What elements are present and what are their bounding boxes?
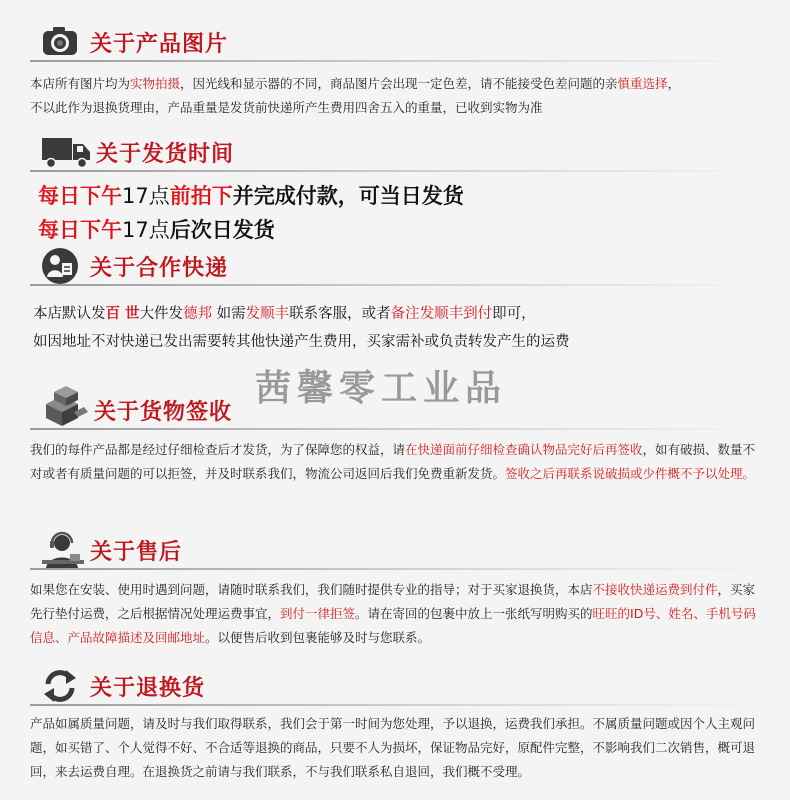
- text: 17点: [122, 184, 170, 208]
- photos-title: 关于产品图片: [90, 32, 229, 57]
- text: 。以便售后收到包裹能够及时与您联系。: [205, 630, 431, 645]
- shipping-title: 关于发货时间: [96, 142, 235, 167]
- text: 如需: [212, 306, 246, 322]
- highlight: 在快递面前仔细检查确认物品完好后再签收: [405, 442, 643, 457]
- refresh-arrows-icon: [40, 666, 80, 706]
- courier-line-1: [33, 302, 536, 323]
- shipping-line-2: [38, 214, 275, 244]
- text: 大件发: [139, 306, 184, 322]
- courier-title: 关于合作快递: [90, 256, 229, 281]
- aftersales-header: [30, 530, 760, 570]
- text: 本店默认发: [33, 306, 106, 322]
- text: 即可，: [492, 306, 536, 322]
- text: 我们的每件产品都是经过仔细检查后才发货，为了保障您的权益，请: [30, 442, 406, 457]
- highlight: 百 世: [105, 305, 140, 322]
- returns-text: 产品如属质量问题，请及时与我们取得联系，我们会于第一时间为您处理，予以退换，运费我们承担。不属质量问题或因个人主观问题，如买错了、个人觉得不好、不合适等退换的商品，只要不人为损坏，保证物品完好，原配件完整，不影响我们二次销售，概可退回，来去运费自理。在退换货之前请与我们联系，不与我们联系私自退回，我们概不受理。: [30, 716, 756, 779]
- courier-person-icon: [40, 246, 80, 286]
- divider: [30, 170, 760, 172]
- returns-header: [30, 666, 760, 706]
- text: 并完成付款，可当日发货: [232, 184, 464, 208]
- divider: [30, 284, 760, 286]
- text: 每日下午: [38, 184, 122, 208]
- highlight: 备注发顺丰到付: [390, 306, 493, 322]
- receiving-title: 关于货物签收: [94, 400, 233, 425]
- text: 本店所有图片均为: [30, 76, 131, 91]
- text: 如果您在安装、使用时遇到问题，请随时联系我们，我们随时提供专业的指导；对于买家退换货，本店: [30, 582, 593, 597]
- highlight: 发顺丰: [245, 306, 290, 322]
- text: 。请在寄回的包裹中放上一张纸写明购买的: [355, 606, 593, 621]
- photos-line-2: 不以此作为退换货理由，产品重量是发货前快递所产生费用四舍五入的重量，已收到实物为准: [30, 100, 543, 115]
- aftersales-title: 关于售后: [90, 540, 183, 565]
- divider: [30, 60, 760, 62]
- divider: [30, 568, 760, 570]
- receiving-text: [30, 438, 762, 486]
- truck-icon: [40, 132, 92, 172]
- highlight: 不接收快递运费到付件: [592, 582, 718, 597]
- boxes-icon: [40, 382, 90, 428]
- receiving-header: [30, 390, 760, 430]
- photos-header: [30, 22, 760, 62]
- highlight: 前拍下: [169, 184, 233, 208]
- text: ，买家先行垫付运费，之后根据情况处理运费事宜，: [30, 582, 756, 621]
- divider: [30, 704, 760, 706]
- text: 后次日发货: [169, 218, 275, 242]
- highlight: 到付一律拒签: [280, 606, 356, 621]
- text: 联系客服，或者: [289, 306, 391, 322]
- text: 17点: [122, 218, 170, 242]
- courier-header: [30, 246, 760, 286]
- headset-person-icon: [40, 530, 86, 570]
- highlight: 德邦: [183, 306, 213, 322]
- highlight: 签收之后再联系说破损或少件概不予以处理。: [505, 466, 756, 481]
- divider: [30, 428, 760, 430]
- highlight: 慎重选择: [617, 76, 668, 91]
- shipping-header: [30, 132, 760, 172]
- courier-line-2: 如因地址不对快递已发出需要转其他快递产生费用，买家需补或负责转发产生的运费: [33, 334, 570, 350]
- returns-title: 关于退换货: [90, 676, 206, 701]
- photos-line-1: [30, 72, 762, 96]
- watermark: 茜馨零工业品: [255, 367, 508, 409]
- text: 每日下午: [38, 218, 122, 242]
- shipping-line-1: [38, 180, 464, 210]
- camera-icon: [40, 22, 80, 62]
- text: ，因光线和显示器的不同，商品图片会出现一定色差，请不能接受色差问题的亲: [180, 76, 618, 91]
- highlight: 旺旺的ID号、姓名、手机号码信息、产品故障描述及回邮地址: [30, 606, 756, 645]
- text: ，如有破损、数量不对或者有质量问题的可以拒签，并及时联系我们，物流公司返回后我们免费重新发货。: [30, 442, 756, 481]
- text: ，: [667, 76, 681, 91]
- aftersales-text: [30, 578, 762, 650]
- highlight: 实物拍摄: [130, 76, 181, 91]
